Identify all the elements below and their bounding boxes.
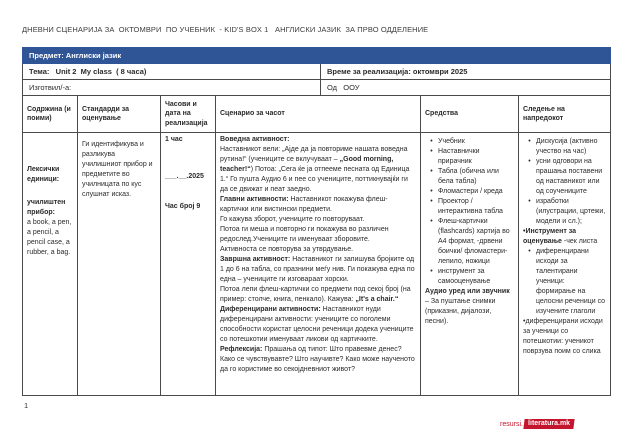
page-number: 1 <box>24 401 29 410</box>
publisher-logo <box>500 419 574 429</box>
col-header-progress: Следење на напредокот <box>519 96 611 133</box>
table-header-row <box>23 96 611 133</box>
standards-text: Ги идентификува и разликува училишниот прибор и предметите во училницата по кус слушнат исказ. <box>82 141 153 198</box>
logo-banner <box>523 419 574 429</box>
cell-contents <box>23 133 78 396</box>
subject-label: Предмет: Англиски јазик <box>23 48 611 64</box>
col-header-resources: Средства <box>421 96 519 133</box>
cell-resources <box>421 133 519 396</box>
bullet-icon: • <box>430 168 433 175</box>
cell-progress <box>519 133 611 396</box>
scenario-text: Воведна активност: Наставникот вели: „Ајде да ја повториме нашата воведна рутина!“ (учениците се вклучуваат – „Good morning, teacher!“) Потоа: „Сега ќе ја отпееме песната од Единица 1.“ Го пушта Аудио 6 и пее со учениците, поттикнувајќи ги да се движат и пеат заедно. Главни активности: Наставникот покажува флеш-картички или вистински предмети. Го кажува зборот, учениците го повторуваат. Потоа ги меша и повторно ги покажува во различен редослед.Учениците ги именуваат зборовите. Активноста се повторува за утврдување. Завршна активност: Наставникот ги запишува бројките од 1 до 6 на табла, со празнини меѓу нив. Ги покажува една по една – учениците ги изговараат хорски. Потоа лепи флеш-картички со предмети под секој број (на пример: столче, книга, пенкало). Кажува: „It's a chair.“ Диференцирани активности: Наставникот нуди диференцирани активности: учениците со поголеми способности користат целосни реченици додека учениците со потешкотии именуваат ликови од картичките. Рефлексија: Прашања од типот: Што правевме денес? Како се чувствувавте? Што научивте? Како може наученото да го користиме во секојдневниот живот? <box>220 136 415 373</box>
bullet-icon: • <box>430 138 433 145</box>
lesson-info-table <box>22 47 611 96</box>
bullet-icon: • <box>528 158 531 165</box>
theme-label: Тема: Unit 2 My class ( 8 часа) <box>23 64 321 80</box>
bullet-icon: • <box>528 138 531 145</box>
table-row <box>23 133 611 396</box>
theme-row <box>23 64 611 80</box>
col-header-hours: Часови и дата на реализација <box>161 96 216 133</box>
cell-scenario <box>216 133 421 396</box>
document-title: ДНЕВНИ СЦЕНАРИЈА ЗА ОКТОМВРИ ПО УЧЕБНИК - KID'S BOX 1 АНГЛИСКИ ЈАЗИК ЗА ПРВО ОДДЕЛЕНИЕ <box>22 25 429 34</box>
logo-prefix-text: resursi. <box>500 420 523 428</box>
author-label: Изготвил/-а: <box>23 80 321 96</box>
cell-hours <box>161 133 216 396</box>
logo-brand-text: literatura.mk <box>528 420 571 427</box>
resources-list: • Учебник • Наставнички прирачник • Табла (обична или бела табла) • Фломастери / креда • Проектор / интерактивна табла • Флеш-картички (flashcards) хартија во А4 формат, -дрвени боички/ фломастери-лепило, ножици • инструмент за самооценување Аудио уред или звучник – За пуштање снимки (приказни, дијалози, песни). <box>425 138 510 325</box>
bullet-icon: • <box>528 198 531 205</box>
subject-header-row <box>23 48 611 64</box>
bullet-icon: • <box>430 188 433 195</box>
col-header-standards: Стандарди за оценување <box>78 96 161 133</box>
contents-text: Лексички единици: училиштен прибор: a book, a pen, a pencil, a pencil case, a rubber, a bag. <box>27 166 72 256</box>
progress-list: • Дискусија (активно учество на час) • усни одговори на прашања поставени од наставникот или од соучениците • изработки (илустрации, цртежи, модели и сл.); •Инструмент за оценување -чек листа • диференцирани исходи за талентирани ученици: формирање на целосни реченици со изучените глаголи •диференцирани исходи за ученици со потешкотии: ученикот поврзува поим со слика <box>523 138 606 355</box>
bullet-icon: • <box>430 198 433 205</box>
hours-text: 1 час ___.__.2025 Час број 9 <box>165 136 204 210</box>
bullet-icon: • <box>430 218 433 225</box>
bullet-icon: • <box>430 148 433 155</box>
realization-time-label: Време за реализација: октомври 2025 <box>321 64 611 80</box>
col-header-scenario: Сценарио за часот <box>216 96 421 133</box>
school-label: Од ООУ <box>321 80 611 96</box>
cell-standards <box>78 133 161 396</box>
col-header-contents: Содржина (и поими) <box>23 96 78 133</box>
lesson-plan-table <box>22 95 611 396</box>
bullet-icon: • <box>528 248 531 255</box>
bullet-icon: • <box>430 268 433 275</box>
author-row <box>23 80 611 96</box>
